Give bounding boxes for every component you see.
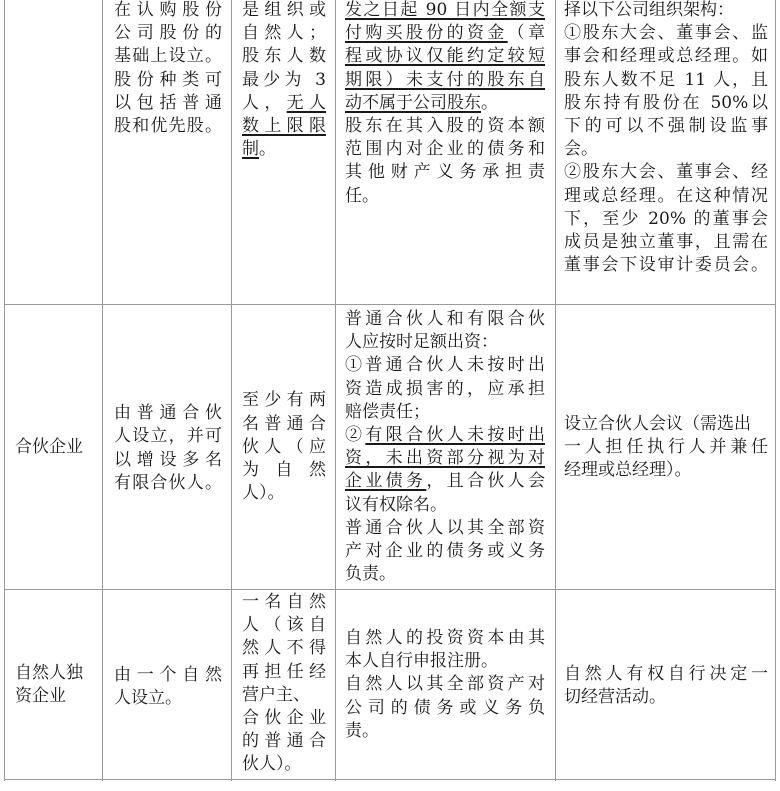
row2-members-cell: 至少有两 名普通合 伙人（应 为自然 人）。 <box>242 390 326 504</box>
table-border-left <box>4 0 5 781</box>
row2-capital-cell: 普通合伙人和有限合伙 人应按时足额出资： ①普通合伙人未按时出 资造成损害的，应承担 赔偿责任； ②有限合伙人未按时出 资，未出资部分视为对 企业债务，且合伙人会 议有权除名。 普通合伙人以其全部资 产对企业的债务或义务 负责。 <box>345 309 546 585</box>
row2-type-label: 合伙企业 <box>15 436 83 457</box>
row-divider-2 <box>4 589 776 590</box>
table-border-right <box>775 0 776 781</box>
row1-type-cell <box>6 0 100 302</box>
column-divider-3 <box>335 0 336 781</box>
row2-management-cell: 设立合伙人会议（需选出 一人担任执行人并兼任 经理或总经理）。 <box>564 413 768 481</box>
row1-management-cell: 择以下公司组织架构： ①股东大会、董事会、监 事会和经理或总经理。如 股东人数不足 11 人，且 股东持有股份在 50%以 下的可以不强制设监事 会。 ②股东大会、董事会、经 理或总经理。在这种情况 下，至少 20% 的董事会 成员是独立董事，且需在 董事会下设审计委员会。 <box>564 0 768 276</box>
row3-formation-cell: 由一个自然 人设立。 <box>114 664 222 708</box>
row3-management-cell: 自然人有权自行决定一 切经营活动。 <box>564 663 768 707</box>
row1-formation-cell: 在认购股份 公司股份的 基础上设立。 股份种类可 以包括普通 股和优先股。 <box>114 0 222 137</box>
row2-formation-cell: 由普通合伙 人设立，并可 以增设多名 有限合伙人。 <box>114 403 222 493</box>
column-divider-4 <box>555 0 556 781</box>
row2-type-cell <box>6 306 100 589</box>
row3-capital-cell: 自然人的投资资本由其 本人自行申报注册。 自然人以其全部资产对 公司的债务或义务负 责。 <box>345 627 545 741</box>
row-divider-1 <box>4 304 776 305</box>
column-divider-2 <box>231 0 232 781</box>
table-border-bottom <box>4 779 776 780</box>
row3-members-cell: 一名自然 人（该自 然人不得 再担任经 营户主、 合伙企业 的普通合 伙人）。 <box>242 592 326 775</box>
row3-type-cell: 自然人独 资企业 <box>15 662 83 706</box>
row1-capital-cell: 发之日起 90 日内全额支 付购买股份的资金（章 程或协议仅能约定较短 期限）未支付的股东自 动不属于公司股东。 股东在其入股的资本额 范围内对企业的债务和 其他财产义务承担责 任。 <box>345 0 546 206</box>
column-divider-1 <box>102 0 103 781</box>
row1-members-cell: 是组织或 自然人； 股东人数 最少为 3 人，无人 数上限限 制。 <box>242 0 327 160</box>
